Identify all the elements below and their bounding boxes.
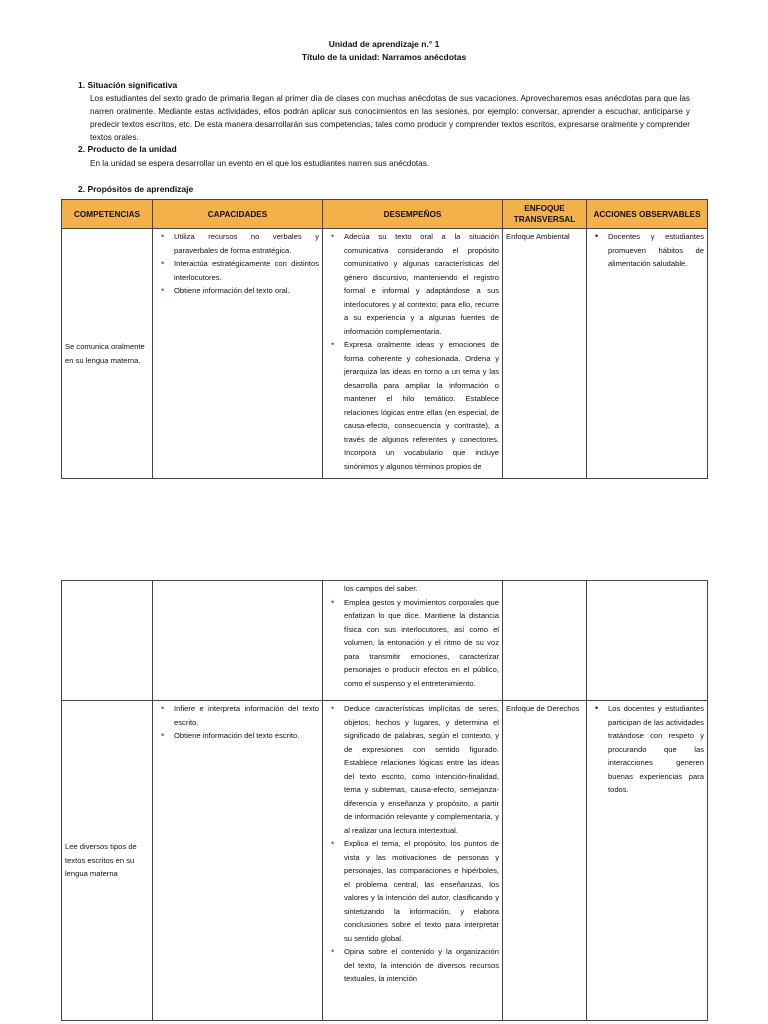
- competencia-cell: [62, 701, 153, 1021]
- section-3-title: 2. Propósitos de aprendizaje: [78, 184, 194, 194]
- acciones-cell: [587, 581, 708, 701]
- capacidades-cell: [153, 701, 323, 1021]
- list-item: • Infiere e interpreta información del texto escrito.: [174, 702, 319, 729]
- acciones-cell: [587, 229, 708, 479]
- list-item: • Docentes y estudiantes promueven hábitos de alimentación saludable.: [608, 230, 704, 271]
- section-2-body: En la unidad se espera desarrollar un evento en el que los estudiantes narren sus anécdotas.: [90, 159, 430, 168]
- list-item: • Los docentes y estudiantes participan de las actividades tratándose con respeto y procurando que las interacciones generen buenas experiencias para todos.: [608, 702, 704, 797]
- purposes-table-continued: [61, 580, 708, 1021]
- enfoque-cell: [503, 581, 587, 701]
- header-competencias: COMPETENCIAS: [62, 200, 153, 229]
- list-item: • Opina sobre el contenido y la organización del texto, la intención de diversos recursos textuales, la intención: [344, 945, 499, 986]
- header-desempenos: DESEMPEÑOS: [323, 200, 503, 229]
- list-item: • Obtiene información del texto oral.: [174, 284, 319, 298]
- capacidades-cell: [153, 229, 323, 479]
- list-item: • Deduce características implícitas de seres, objetos, hechos y lugares, y determina el significado de palabras, según el contexto, y de expresiones con sentido figurado. Establece relaciones lógicas entre las ideas del texto escrito, como intención-finalidad, tema y subtemas, causa-efecto, semejanza-diferencia y enseñanza y propósito, a partir de información relevante y complementaria, y al realizar una lectura intertextual.: [344, 702, 499, 837]
- capacidades-cell: [153, 581, 323, 701]
- list-item: • Interactúa estratégicamente con distintos interlocutores.: [174, 257, 319, 284]
- competencia-text: Se comunica oralmente en su lengua materna.: [65, 342, 145, 365]
- competencia-cell: [62, 229, 153, 479]
- desempenos-cell: [323, 701, 503, 1021]
- unit-title: Título de la unidad: Narramos anécdotas: [301, 52, 467, 62]
- desempenos-cell: [323, 229, 503, 479]
- section-2-title: 2. Producto de la unidad: [78, 144, 177, 154]
- page-1: [0, 0, 768, 490]
- table-row: [62, 581, 708, 701]
- unit-header: [0, 38, 768, 64]
- list-item: • Obtiene información del texto escrito.: [174, 729, 319, 743]
- enfoque-text: Enfoque de Derechos: [506, 704, 580, 713]
- acciones-cell: [587, 701, 708, 1021]
- enfoque-cell: [503, 229, 587, 479]
- table-header-row: [62, 200, 708, 229]
- competencia-cell: [62, 581, 153, 701]
- header-enfoque: ENFOQUE TRANSVERSAL: [503, 200, 587, 229]
- table-row: [62, 229, 708, 479]
- list-item: • Explica el tema, el propósito, los puntos de vista y las motivaciones de personas y personajes, las comparaciones e hipérboles, el problema central, las enseñanzas, los valores y la intención del autor, clasificando y sintetizando la información, y elabora conclusiones sobre el texto para interpretar su sentido global.: [344, 837, 499, 945]
- list-item: • Emplea gestos y movimientos corporales que enfatizan lo que dice. Mantiene la distancia física con sus interlocutores, así como el volumen, la entonación y el ritmo de su voz para transmitir emociones, caracterizar personajes o producir efectos en el público, como el suspenso y el entretenimiento.: [344, 596, 499, 691]
- header-acciones: ACCIONES OBSERVABLES: [587, 200, 708, 229]
- list-item: • Utiliza recursos no verbales y paraverbales de forma estratégica.: [174, 230, 319, 257]
- table-row: [62, 701, 708, 1021]
- list-item: • Adecúa su texto oral a la situación comunicativa considerando el propósito comunicativo y algunas características del género discursivo, manteniendo el registro formal e informal y adaptándose a sus interlocutores y al contexto; para ello, recurre a su experiencia y a algunas fuentes de información complementaria.: [344, 230, 499, 338]
- purposes-table: [61, 199, 708, 479]
- unit-number: Unidad de aprendizaje n.° 1: [328, 39, 440, 49]
- header-capacidades: CAPACIDADES: [153, 200, 323, 229]
- desempeno-continuation: los campos del saber.: [344, 584, 418, 593]
- enfoque-cell: [503, 701, 587, 1021]
- section-1-title: 1. Situación significativa: [78, 80, 178, 90]
- section-1-body: Los estudiantes del sexto grado de primaria llegan al primer día de clases con muchas anécdotas de sus vacaciones. Aprovecharemos esas anécdotas para que las narren oralmente. Mediante estas actividades, ellos podrán aplicar sus conocimientos en las sesiones, por ejemplo: conversar, aprender a escuchar, anticiparse y predecir textos escritos, etc. De esta manera desarrollarán sus competencias, tales como producir y comprender textos escritos, expresarse oralmente y comprender textos orales.: [90, 94, 690, 142]
- competencia-text: Lee diversos tipos de textos escritos en su lengua materna: [65, 842, 137, 879]
- list-item: • Expresa oralmente ideas y emociones de forma coherente y cohesionada. Ordena y jerarquiza las ideas en torno a un tema y las desarrolla para ampliar la información o mantener el hilo temático. Establece relaciones lógicas entre ellas (en especial, de causa-efecto, consecuencia y contraste), a través de algunos referentes y conectores. Incorpora un vocabulario que incluye sinónimos y algunos términos propios de: [344, 338, 499, 473]
- enfoque-text: Enfoque Ambiental: [506, 232, 570, 241]
- desempenos-cell: [323, 581, 503, 701]
